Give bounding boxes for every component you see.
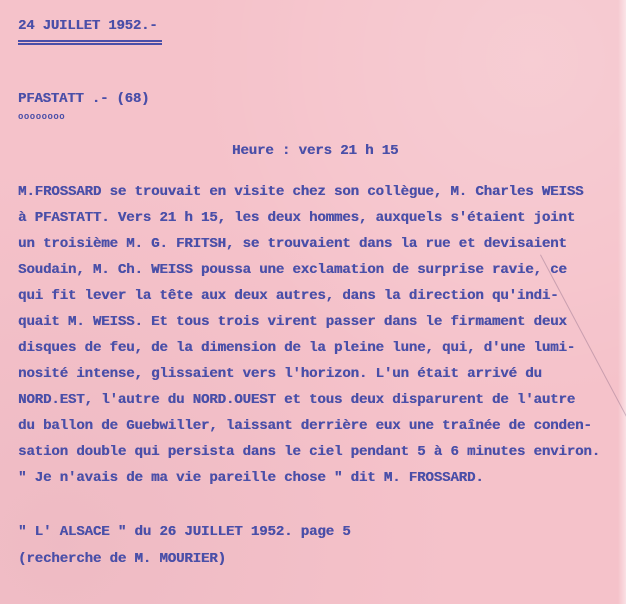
source-citation: " L' ALSACE " du 26 JUILLET 1952. page 5 xyxy=(18,524,351,540)
report-line: à PFASTATT. Vers 21 h 15, les deux hommes, auxquels s'étaient joint xyxy=(18,210,576,226)
report-line: nosité intense, glissaient vers l'horizon. L'un était arrivé du xyxy=(18,366,542,382)
place-dotted-underline: oooooooo xyxy=(18,112,66,122)
report-place: PFASTATT .- (68) xyxy=(18,91,150,107)
report-line: un troisième M. G. FRITSH, se trouvaient dans la rue et devisaient xyxy=(18,236,567,252)
report-line: Soudain, M. Ch. WEISS poussa une exclamation de surprise ravie, ce xyxy=(18,262,567,278)
paper-edge xyxy=(618,0,626,604)
source-research-credit: (recherche de M. MOURIER) xyxy=(18,551,226,567)
report-date: 24 JUILLET 1952.- xyxy=(18,18,158,34)
report-line: M.FROSSARD se trouvait en visite chez son collègue, M. Charles WEISS xyxy=(18,184,584,200)
report-time: Heure : vers 21 h 15 xyxy=(232,143,399,159)
report-line: sation double qui persista dans le ciel pendant 5 à 6 minutes environ. xyxy=(18,444,600,460)
report-line: du ballon de Guebwiller, laissant derrière eux une traînée de conden- xyxy=(18,418,592,434)
date-double-underline xyxy=(18,40,162,45)
report-quote: " Je n'avais de ma vie pareille chose " dit M. FROSSARD. xyxy=(18,470,484,486)
report-line: quait M. WEISS. Et tous trois virent passer dans le firmament deux xyxy=(18,314,567,330)
report-line: disques de feu, de la dimension de la pleine lune, qui, d'une lumi- xyxy=(18,340,576,356)
report-line: NORD.EST, l'autre du NORD.OUEST et tous deux disparurent de l'autre xyxy=(18,392,576,408)
report-line: qui fit lever la tête aux deux autres, dans la direction qu'indi- xyxy=(18,288,559,304)
